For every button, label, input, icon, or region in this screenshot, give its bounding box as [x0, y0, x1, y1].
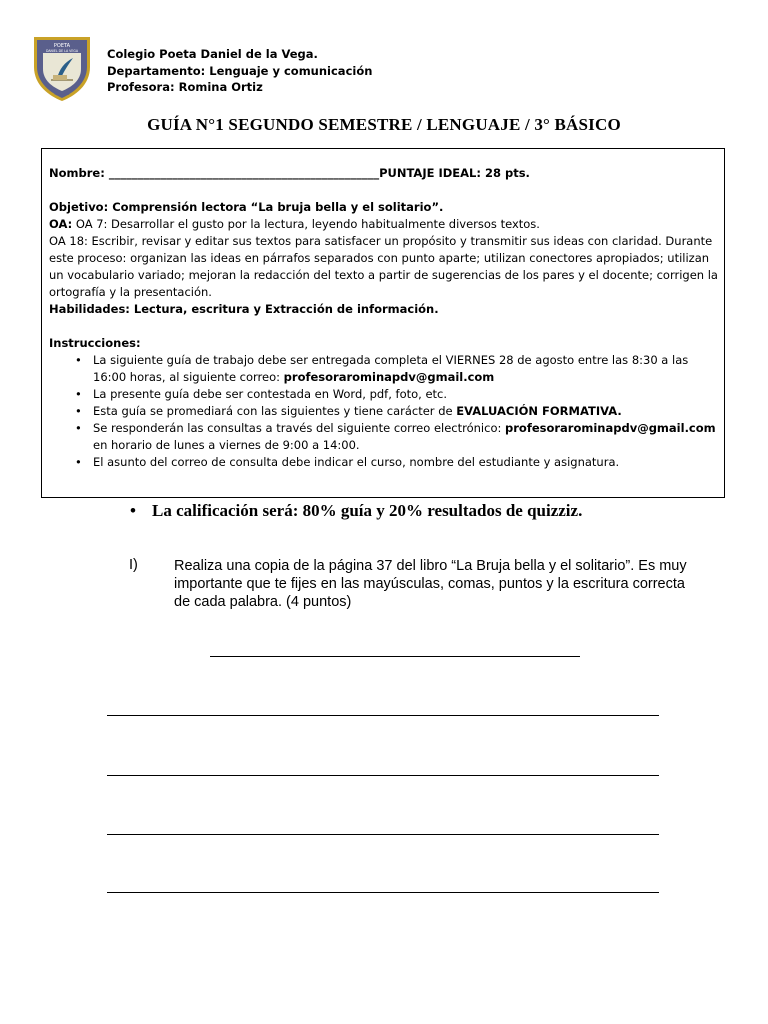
- teacher-name: Profesora: Romina Ortiz: [107, 80, 263, 94]
- activity-number: I): [129, 557, 138, 573]
- school-name: Colegio Poeta Daniel de la Vega.: [107, 47, 318, 61]
- objective-text: Objetivo: Comprensión lectora “La bruja bella y el solitario”.: [49, 200, 444, 214]
- skills-text: Habilidades: Lectura, escritura y Extracción de información.: [49, 302, 439, 316]
- department-name: Departamento: Lenguaje y comunicación: [107, 63, 373, 78]
- instructions-list: [49, 352, 721, 471]
- school-info: [107, 46, 372, 96]
- info-box-content: [49, 165, 721, 471]
- logo-text-top: POETA: [53, 43, 71, 49]
- activity-instructions: Realiza una copia de la página 37 del libro “La Bruja bella y el solitario”. Es muy importante que te fijes en las mayúsculas, comas, puntos y la escritura correcta de cada palabra. (4 puntos): [174, 558, 687, 610]
- instruction-item: [49, 386, 721, 403]
- instruction-2-text: La presente guía debe ser contestada en Word, pdf, foto, etc.: [93, 387, 448, 401]
- answer-line[interactable]: [107, 775, 659, 776]
- instruction-4-text: Se responderán las consultas a través del siguiente correo electrónico:: [93, 421, 506, 435]
- school-crest-logo: [31, 31, 93, 103]
- oa-label: OA:: [49, 217, 73, 231]
- bullet-icon: •: [130, 501, 136, 520]
- email-link[interactable]: profesorarominapdv@gmail.com: [283, 370, 495, 384]
- evaluation-type: EVALUACIÓN FORMATIVA.: [456, 404, 622, 418]
- answer-line[interactable]: [107, 715, 659, 716]
- answer-line[interactable]: [210, 656, 580, 657]
- score-label: PUNTAJE IDEAL: 28 pts.: [379, 166, 530, 180]
- instructions-title: Instrucciones:: [49, 336, 141, 350]
- name-score-line: [49, 165, 721, 182]
- grading-text: La calificación será: 80% guía y 20% resultados de quizziz.: [152, 501, 583, 520]
- name-blank[interactable]: _______________________________________________: [108, 166, 380, 180]
- oa18-text: OA 18: Escribir, revisar y editar sus textos para satisfacer un propósito y transmitir sus ideas con claridad. Durante este proceso: organizan las ideas en párrafos separados con punto aparte; utilizan conectores apropiados; utilizan un vocabulario variado; mejoran la redacción del texto a partir de sugerencias de los pares y el docente; corrigen la ortografía y la presentación.: [49, 234, 718, 299]
- logo-text-bottom: QUILPUE: [54, 92, 70, 96]
- name-label: Nombre:: [49, 166, 105, 180]
- instruction-item: [49, 420, 721, 454]
- instruction-1-text: La siguiente guía de trabajo debe ser entregada completa el VIERNES 28 de agosto entre las 8:30 a las 16:00 horas, al siguiente correo:: [93, 353, 689, 384]
- instruction-item: [49, 454, 721, 471]
- answer-line[interactable]: [107, 834, 659, 835]
- logo-text-middle: DANIEL DE LA VEGA: [45, 49, 79, 53]
- answer-line[interactable]: [107, 892, 659, 893]
- instruction-item: [49, 403, 721, 420]
- document-title: GUÍA N°1 SEGUNDO SEMESTRE / LENGUAJE / 3° BÁSICO: [147, 115, 621, 134]
- oa7-text: OA 7: Desarrollar el gusto por la lectura, leyendo habitualmente diversos textos.: [72, 217, 540, 231]
- instruction-4-after: en horario de lunes a viernes de 9:00 a 14:00.: [93, 438, 360, 452]
- oa7-line: [49, 216, 721, 233]
- instruction-5-text: El asunto del correo de consulta debe indicar el curso, nombre del estudiante y asignatura.: [93, 455, 620, 469]
- info-box: [41, 148, 725, 498]
- grading-note: [130, 501, 582, 521]
- instruction-item: [49, 352, 721, 386]
- email-link[interactable]: profesorarominapdv@gmail.com: [505, 421, 716, 435]
- instruction-3-text: Esta guía se promediará con las siguientes y tiene carácter de: [93, 404, 457, 418]
